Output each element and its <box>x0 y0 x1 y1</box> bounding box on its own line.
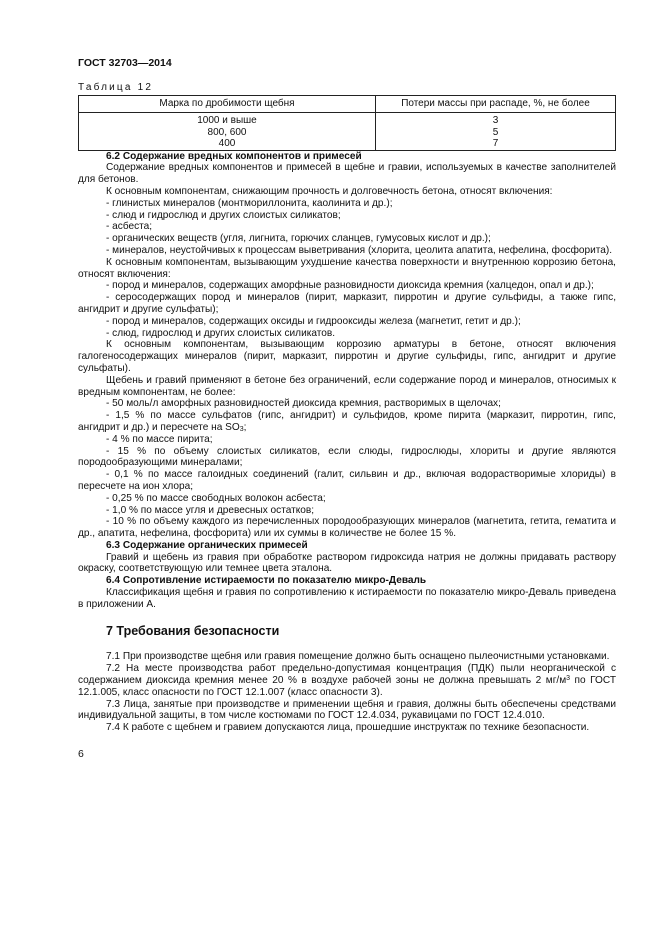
section-6-4-title: 6.4 Сопротивление истираемости по показателю микро-Деваль <box>106 575 427 587</box>
paragraph <box>78 663 616 698</box>
paragraph: 7.1 При производстве щебня или гравия помещение должно быть оснащено пылеочистными установками. <box>106 651 610 663</box>
section-6-3-title: 6.3 Содержание органических примесей <box>106 539 308 551</box>
page-number: 6 <box>78 748 84 761</box>
list-item: - пород и минералов, содержащих оксиды и гидрооксиды железа (магнетит, гетит и др.); <box>106 315 521 327</box>
table-caption: Таблица 12 <box>78 81 154 93</box>
list-item: - минералов, неустойчивых к процессам выветривания (хлорита, цеолита апатита, нефелина, фосфорита). <box>106 244 613 256</box>
list-item-text: ; <box>243 421 247 433</box>
paragraph: 7.4 К работе с щебнем и гравием допускаются лица, прошедшие инструктаж по технике безопасности. <box>106 722 590 734</box>
list-item: - 0,25 % по массе свободных волокон асбеста; <box>106 492 326 504</box>
section-6-2-title: 6.2 Содержание вредных компонентов и примесей <box>106 150 362 162</box>
list-item: - 0,1 % по массе галоидных соединений (галит, сильвин и др., включая водорастворимые хлориды) в пересчете на ион хлора; <box>78 469 616 492</box>
list-item: - пород и минералов, содержащих аморфные разновидности диоксида кремния (халцедон, опал и др.); <box>106 280 594 292</box>
list-item: - серосодержащих пород и минералов (пирит, марказит, пирротин и другие сульфиды, а также гипс, ангидрит и другие сульфаты); <box>78 292 616 315</box>
subscript: 3 <box>239 425 244 433</box>
list-item-text: - 1,5 % по массе сульфатов (гипс, ангидрит) и сульфидов, кроме пирита (марказит, пирротин, гипс, ангидрит и др.) и пересчете на SO <box>78 410 616 433</box>
table-header-loss: Потери массы при распаде, %, не более <box>376 95 616 113</box>
table-cell-loss: 7 <box>376 138 616 150</box>
paragraph: Щебень и гравий применяют в бетоне без ограничений, если содержание пород и минералов, относимых к вредным компонентам, не более: <box>78 374 616 398</box>
list-item: - глинистых минералов (монтмориллонита, каолинита и др.); <box>106 197 393 209</box>
paragraph: Гравий и щебень из гравия при обработке раствором гидроксида натрия не должны придавать раствору окраску, соответствующую или темнее цвета эталона. <box>78 551 616 575</box>
paragraph: 7.3 Лица, занятые при производстве и применении щебня и гравия, должны быть обеспечены средствами индивидуальной защиты, в том числе костюмами по ГОСТ 12.4.034, рукавицами по ГОСТ 12.4.010. <box>78 698 616 722</box>
list-item: - 50 моль/л аморфных разновидностей диоксида кремния, растворимых в щелочах; <box>106 398 501 410</box>
table-cell-grade: 1000 и выше <box>79 113 376 127</box>
table-cell-grade: 400 <box>79 138 376 150</box>
superscript: 3 <box>566 675 571 683</box>
table-cell-loss: 3 <box>376 113 616 127</box>
table-header-grade: Марка по дробимости щебня <box>79 95 376 113</box>
paragraph-text: 7.2 На месте производства работ предельно-допустимая концентрация (ПДК) пыли неорганической с содержанием диоксида кремния менее 20 % в воздухе рабочей зоны не должна превышать 2 мг/м <box>78 663 616 687</box>
paragraph: К основным компонентам, вызывающим коррозию арматуры в бетоне, относят включения галогеносодержащих минералов (пирит, марказит, пирротин и другие сульфиды, гипс, ангидрит и другие сульфаты). <box>78 339 616 374</box>
table-cell-grade: 800, 600 <box>79 127 376 139</box>
paragraph: К основным компонентам, вызывающим ухудшение качества поверхности и внутреннюю коррозию бетона, относят включения: <box>78 256 616 280</box>
document-page <box>78 58 616 761</box>
list-item: - асбеста; <box>106 221 153 233</box>
crushability-table <box>78 95 616 151</box>
list-item: - органических веществ (угля, лигнита, горючих сланцев, гумусовых кислот и др.); <box>106 233 491 245</box>
list-item: - 4 % по массе пирита; <box>106 433 213 445</box>
list-item: - слюд, гидрослюд и других слоистых силикатов. <box>106 327 336 339</box>
paragraph: Содержание вредных компонентов и примесей в щебне и гравии, используемых в качестве заполнителей для бетонов. <box>78 162 616 186</box>
paragraph: К основным компонентам, снижающим прочность и долговечность бетона, относят включения: <box>106 185 553 197</box>
list-item: - 10 % по объему каждого из перечисленных породообразующих минералов (магнетита, гетита, гематита и др., апатита, нефелина, фосфорита) или их суммы в количестве не более 15 %. <box>78 516 616 540</box>
list-item: - 1,0 % по массе угля и древесных остатков; <box>106 504 315 516</box>
section-7-title: 7 Требования безопасности <box>106 623 280 638</box>
document-id: ГОСТ 32703—2014 <box>78 57 172 69</box>
paragraph: Классификация щебня и гравия по сопротивлению к истираемости по показателю микро-Деваль приведена в приложении А. <box>78 587 616 610</box>
list-item <box>78 410 616 434</box>
list-item: - 15 % по объему слоистых силикатов, если слюды, гидрослюды, хлориты и другие являются породообразующими минералами; <box>78 445 616 469</box>
table-cell-loss: 5 <box>376 127 616 139</box>
table-row <box>79 127 616 139</box>
list-item: - слюд и гидрослюд и других слоистых силикатов; <box>106 209 341 221</box>
table-row <box>79 113 616 127</box>
paragraph-text: по ГОСТ 12.1.005, класс опасности по ГОСТ 12.1.007 (класс опасности 3). <box>78 675 616 698</box>
table-row <box>79 138 616 150</box>
